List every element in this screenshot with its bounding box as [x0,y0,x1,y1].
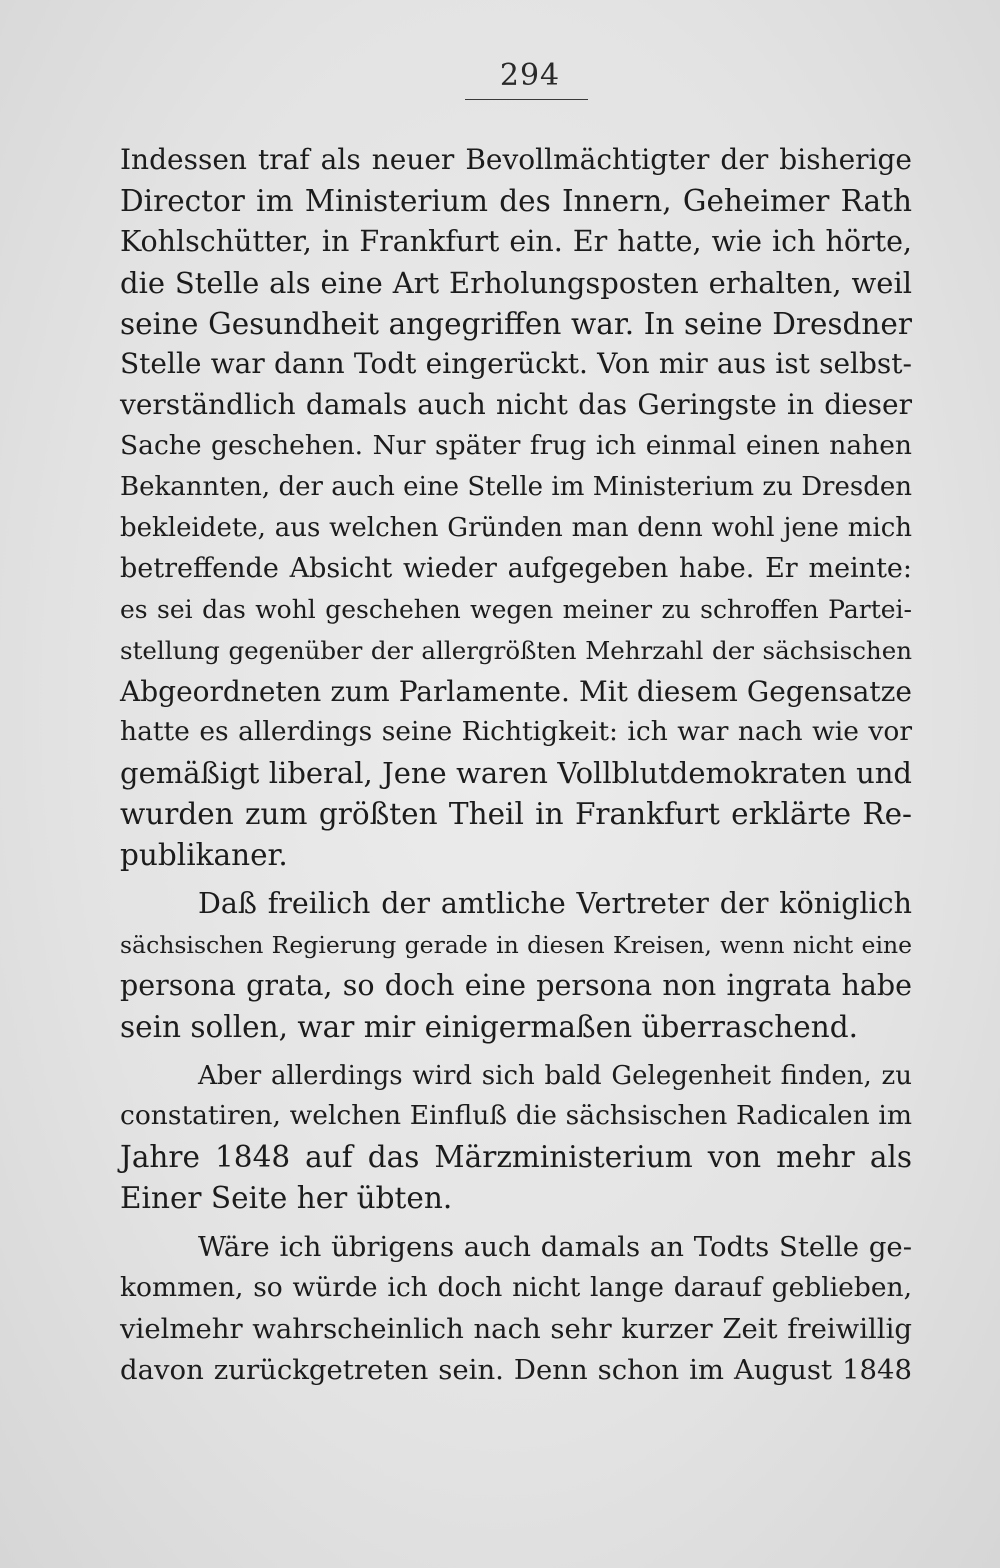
text-line: verständlich damals auch nicht das Geringste in dieser [120,388,912,422]
text-line: sein sollen, war mir einigermaßen überraschend. [120,1009,858,1044]
text-line: seine Gesundheit angegriffen war. In seine Dresdner [120,306,912,341]
text-line: Abgeordneten zum Parlamente. Mit diesem Gegensatze [120,674,912,708]
page-number-rule [465,99,588,100]
text-line: hatte es allerdings seine Richtigkeit: ich war nach wie vor [120,716,912,748]
paragraph [120,884,912,1048]
text-line: Bekannten, der auch eine Stelle im Ministerium zu Dresden [120,472,912,503]
text-line: vielmehr wahrscheinlich nach sehr kurzer Zeit freiwillig [120,1312,912,1345]
paragraph-gap [120,876,912,884]
text-line: persona grata, so doch eine persona non ingrata habe [120,968,912,1002]
text-line: betreffende Absicht wieder aufgegeben habe. Er meinte: [120,552,912,584]
text-line: publikaner. [120,838,288,873]
paragraph [120,140,912,876]
text-line: sächsischen Regierung gerade in diesen Kreisen, wenn nicht eine [120,930,912,959]
text-line: stellung gegenüber der allergrößten Mehrzahl der sächsischen [120,635,912,665]
text-line: Director im Ministerium des Innern, Geheimer Rath [120,183,912,218]
text-line: Einer Seite her übten. [120,1181,453,1216]
paragraph [120,1056,912,1220]
paragraph-gap [120,1048,912,1056]
text-line: bekleidete, aus welchen Gründen man denn wohl jene mich [120,513,912,544]
text-line: wurden zum größten Theil in Frankfurt erklärte Re- [120,797,912,832]
text-line: Sache geschehen. Nur später frug ich einmal einen nahen [120,430,912,462]
body-text [120,140,912,1391]
text-line: Wäre ich übrigens auch damals an Todts Stelle ge- [198,1231,912,1264]
text-line: Jahre 1848 auf das Märzministerium von mehr als [120,1140,912,1175]
paragraph-gap [120,1219,912,1227]
text-line: gemäßigt liberal, Jene waren Vollblutdemokraten und [120,756,912,791]
text-line: constatiren, welchen Einfluß die sächsischen Radicalen im [120,1100,912,1132]
text-line: kommen, so würde ich doch nicht lange darauf geblieben, [120,1272,912,1304]
text-line: die Stelle als eine Art Erholungsposten erhalten, weil [120,265,912,300]
text-line: Kohlschütter, in Frankfurt ein. Er hatte, wie ich hörte, [120,224,912,258]
text-line: es sei das wohl geschehen wegen meiner zu schroffen Partei- [120,594,912,624]
text-line: davon zurückgetreten sein. Denn schon im August 1848 [120,1353,912,1386]
page-number: 294 [499,58,561,93]
text-line: Daß freilich der amtliche Vertreter der königlich [198,887,912,921]
paragraph [120,1227,912,1391]
text-line: Aber allerdings wird sich bald Gelegenheit finden, zu [198,1060,912,1091]
text-line: Stelle war dann Todt eingerückt. Von mir aus ist selbst- [120,347,912,381]
text-line: Indessen traf als neuer Bevollmächtigter der bisherige [120,143,912,176]
